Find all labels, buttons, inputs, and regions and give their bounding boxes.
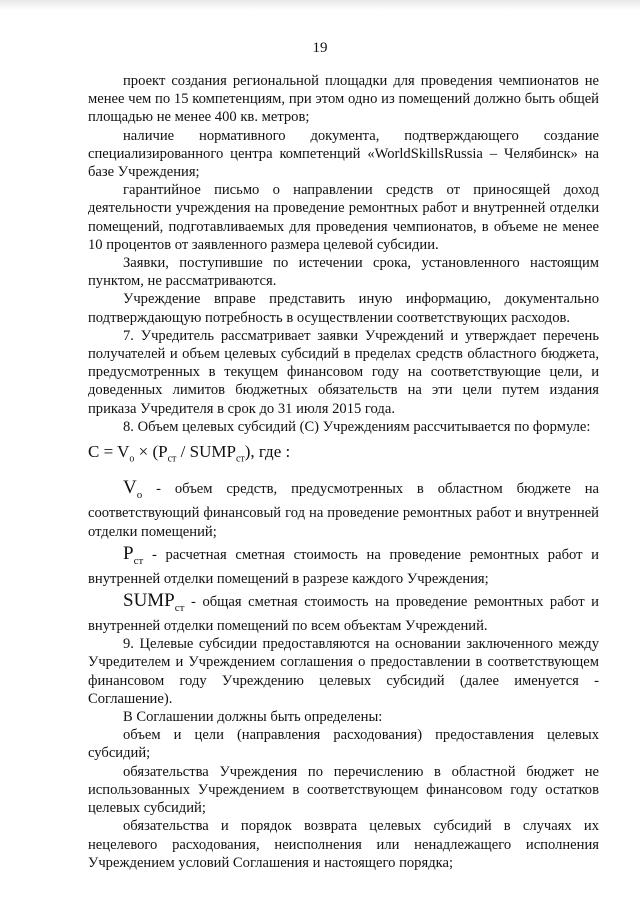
page-number: 19 [312,40,328,56]
definition-symbol: $P_{ст}$ [123,542,144,567]
scan-edge [0,0,640,10]
formula-subscript: ст [167,453,177,465]
formula-part: × (P [134,442,168,462]
paragraph: обязательства и порядок возврата целевых субсидий в случаях их нецелевого расходования, неисполнения или ненадлежащего исполнения Учреждением условий Соглашения и настоящего порядка; [88,818,599,871]
paragraph: наличие нормативного документа, подтверждающего создание специализированного центра компетенций «WorldSkillsRussia – Челябинск» на базе Учреждения; [88,127,599,181]
formula-subscript: ст [235,453,245,465]
definition [88,542,599,588]
paragraph: 7. Учредитель рассматривает заявки Учреждений и утверждает перечень получателей и объем целевых субсидий в пределах средств областного бюджета, предусмотренных в текущем финансовом году на соответствующие цели, и доведенных лимитов бюджетных обязательств на эти цели путем издания приказа Учредителя в срок до 31 июля 2015 года. [88,327,599,417]
definition-symbol: $V_o$ [123,477,143,502]
formula-part: ), где : [244,442,291,462]
formula-subscript: o [129,453,135,465]
definition-text: - объем средств, предусмотренных в областном бюджете на соответствующий финансовый год на проведение ремонтных работ и внутренней отделки помещений; [88,481,599,540]
formula-part: C = V [88,442,130,462]
paragraph: В Соглашении должны быть определены: [123,709,383,726]
paragraph: Заявки, поступившие по истечении срока, установленного настоящим пунктом, не рассматриваются. [88,255,599,290]
document-body [88,72,599,872]
definition-text: - расчетная сметная стоимость на проведение ремонтных работ и внутренней отделки помещений в разрезе каждого Учреждения; [88,546,599,587]
paragraph: 9. Целевые субсидии предоставляются на основании заключенного между Учредителем и Учреждением соглашения о предоставлении в соответствующем финансовом году Учреждению целевых субсидий (далее именуется - Соглашение). [88,636,599,707]
paragraph: 8. Объем целевых субсидий (С) Учреждениям рассчитывается по формуле: [123,418,591,435]
definition [88,592,599,635]
paragraph: объем и цели (направления расходования) предоставления целевых субсидий; [88,727,599,762]
paragraph: проект создания региональной площадки для проведения чемпионатов не менее чем по 15 компетенциям, при этом одно из помещений должно быть общей площадью не менее 400 кв. метров; [88,73,599,126]
definition-text: - общая сметная стоимость на проведение ремонтных работ и внутренней отделки помещений по всем объектам Учреждений. [88,594,599,635]
paragraph: Учреждение вправе представить иную информацию, документально подтверждающую потребность в осуществлении соответствующих расходов. [88,291,599,326]
definition-symbol: $SUMP_{ст}$ [123,590,185,614]
paragraph: гарантийное письмо о направлении средств от приносящей доход деятельности учреждения на проведение ремонтных работ и внутренней отделки помещений, подготавливаемых для проведения чемпионатов, в объеме не менее 10 процентов от заявленного размера целевой субсидии. [88,182,599,253]
paragraph: обязательства Учреждения по перечислению в областной бюджет не использованных Учреждением в соответствующем финансовом году остатков целевых субсидий; [88,763,599,817]
formula-part: / SUMP [176,442,236,462]
formula [88,440,599,471]
definition [88,479,599,540]
